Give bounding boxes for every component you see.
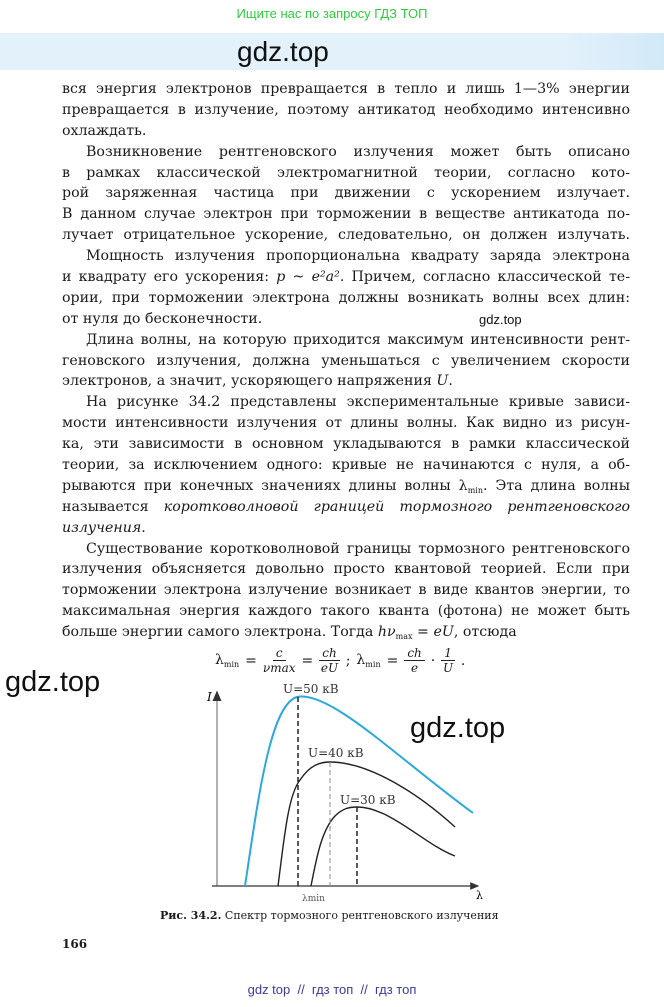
text-fragment: излучения объясняется довольно просто квантовой теорией. Если при <box>62 561 630 578</box>
text-fragment: . <box>448 373 453 390</box>
equals: = <box>301 652 314 669</box>
period: . <box>460 652 466 669</box>
dot: · <box>430 652 436 669</box>
text-fragment: ории, при торможении электрона должны возникать волны всех длин: <box>62 289 630 306</box>
equals: = <box>386 652 399 669</box>
text-fragment: = <box>412 624 434 641</box>
curve-40kv <box>278 762 455 886</box>
text-fragment: излучения <box>62 519 142 536</box>
text-fragment: eU <box>433 624 454 641</box>
text-fragment: максимальная энергия каждого такого кванта (фотона) не может быть <box>62 603 630 620</box>
formula-lambda: $\lambda_{min}$ <box>356 652 381 669</box>
text-fragment: На рисунке 34.2 представлены экспериментальные кривые зависи- <box>86 394 630 411</box>
watermark: gdz.top <box>410 712 506 744</box>
curve-label-50kv: U=50 кВ <box>283 682 339 696</box>
equals: = <box>245 652 257 669</box>
text-fragment: . Эта длина волны <box>482 477 630 494</box>
text-fragment: Длина волны, на которую приходится максимум интенсивности рент- <box>86 331 630 348</box>
watermark: gdz.top <box>479 312 522 327</box>
text-fragment: p ~ e²a² <box>276 269 340 286</box>
text-fragment: вся энергия электронов превращается в тепло и лишь 1—3% энергии <box>62 81 630 97</box>
curve-30kv <box>311 807 455 886</box>
watermark: gdz.top <box>5 666 101 698</box>
fraction: $\frac{ch}{e}$ <box>404 646 424 675</box>
text-fragment: min <box>467 485 483 495</box>
text-fragment: торможении электрона излучение возникает в виде квантов энергии, то <box>62 582 630 599</box>
text-fragment: геновского излучения, должна уменьшаться с увеличением скорости <box>62 352 630 369</box>
site-logo[interactable]: gdz.top <box>237 36 329 67</box>
text-fragment: в рамках классической электромагнитной теории, согласно кото- <box>62 164 630 181</box>
text-fragment: коротковолновой границей тормозного рентгеновского <box>163 498 631 515</box>
text-fragment: рываются при конечных значениях длины волны λ <box>62 477 468 494</box>
curve-50kv <box>245 697 473 886</box>
text-fragment: Возникновение рентгеновского излучения может быть описано <box>86 143 630 160</box>
text-fragment: превращается в излучение, поэтому антикатод необходимо интенсивно <box>62 101 630 118</box>
figure-caption: Рис. 34.2. Спектр тормозного рентгеновского излучения <box>160 909 499 922</box>
page-number: 166 <box>62 937 88 951</box>
text-fragment: лучает отрицательное ускорение, следовательно, он должен излучать. <box>62 227 630 244</box>
text-fragment: . Причем, согласно классической те- <box>339 269 630 286</box>
x-axis-label: λ <box>476 889 483 902</box>
text-fragment: мости интенсивности излучения от длины волны. Как видно из рисун- <box>62 415 630 432</box>
text-fragment: называется <box>62 498 164 515</box>
search-hint-link[interactable]: Ищите нас по запросу ГДЗ ТОП <box>236 6 428 21</box>
y-axis-label: I <box>207 690 212 704</box>
footer-links[interactable]: gdz top // гдз топ // гдз топ <box>247 982 417 997</box>
text-fragment: Существование коротковолновой границы тормозного рентгеновского <box>86 540 630 557</box>
formula-lambda: $\lambda_{min}$ <box>215 652 240 669</box>
text-fragment: охлаждать. <box>62 122 147 139</box>
text-fragment: электронов, а значит, ускоряющего напряжения <box>62 373 437 390</box>
text-fragment: и квадрату его ускорения: <box>62 269 277 286</box>
text-fragment: теории, за исключением одного: кривые не начинаются с нуля, а об- <box>62 457 630 474</box>
curve-label-40kv: U=40 кВ <box>308 746 364 760</box>
fraction: $\frac{c}{\nu\max}$ <box>262 646 296 675</box>
text-fragment: U <box>436 373 449 390</box>
fraction: $\frac{ch}{eU}$ <box>320 646 339 675</box>
text-fragment: больше энергии самого электрона. Тогда <box>62 624 378 641</box>
text-fragment: . <box>141 519 146 536</box>
text-fragment: ка, эти зависимости в основном укладываются в рамки классической <box>62 436 630 453</box>
curve-label-30kv: U=30 кВ <box>340 793 396 807</box>
text-fragment: рой заряженная частица при движении с ускорением излучает. <box>62 185 630 202</box>
text-fragment: hν <box>377 624 396 641</box>
separator: ; <box>345 652 351 669</box>
text-fragment: Мощность излучения пропорциональна квадрату заряда электрона <box>86 248 630 265</box>
lambda-min-label: λmin <box>302 894 325 904</box>
text-fragment: , отсюда <box>453 624 517 641</box>
text-fragment: max <box>395 632 413 642</box>
text-fragment: от нуля до бесконечности. <box>62 310 263 327</box>
fraction: $\frac{1}{U}$ <box>442 646 454 675</box>
text-fragment: В данном случае электрон при торможении в веществе антикатода по- <box>62 206 630 223</box>
